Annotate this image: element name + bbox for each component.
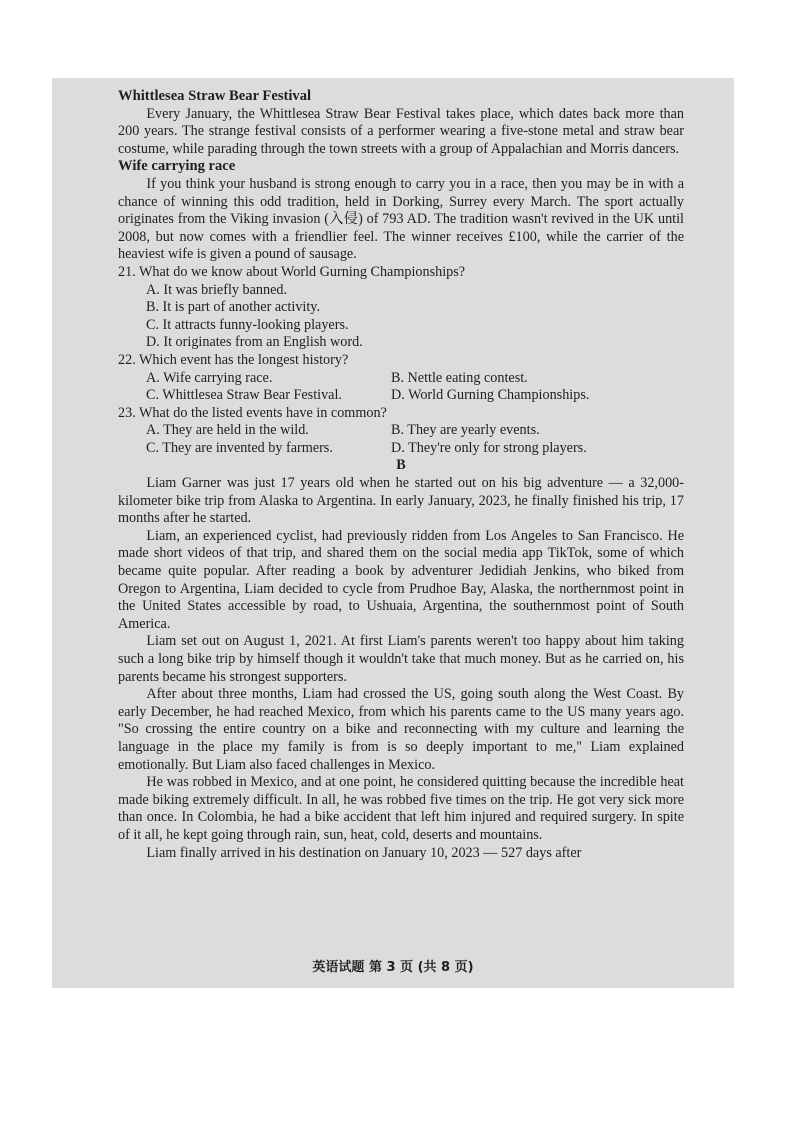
passage-label-b: B <box>396 457 406 474</box>
page-content <box>118 88 684 862</box>
paragraph-straw-bear: Every January, the Whittlesea Straw Bear Festival takes place, which dates back more than 200 years. The strange festival consists of a performer wearing a five-stone metal and straw bear costume, while parading through the town streets with a group of Appalachian and Morris dancers. <box>118 105 684 157</box>
option-list <box>118 282 684 352</box>
page-footer: 英语试题 第 3 页 (共 8 页) <box>312 960 474 975</box>
paragraph-b-2: Liam, an experienced cyclist, had previously ridden from Los Angeles to San Francisco. He made short videos of that trip, and shared them on the social media app TikTok, some of which became quite popular. After reading a book by adventurer Jedidiah Jenkins, who biked from Oregon to Argentina, Liam decided to cycle from Prudhoe Bay, Alaska, the northernmost point in the United States accessible by road, to Ushuaia, Argentina, the southernmost point of South America. <box>118 527 684 632</box>
question-stem: 23. What do the listed events have in common? <box>118 404 387 421</box>
option-d: D. World Gurning Championships. <box>391 387 590 404</box>
exam-page <box>52 78 734 988</box>
option-a: A. It was briefly banned. <box>146 281 288 298</box>
paragraph-b-5: He was robbed in Mexico, and at one point, he considered quitting because the incredible heat made biking extremely difficult. In all, he was robbed five times on the trip. He got very sick more than once. In Colombia, he had a bike accident that left him injured and required surgery. In spite of it all, he kept going through rain, sun, heat, cold, deserts and mountains. <box>118 774 684 843</box>
question-stem: 22. Which event has the longest history? <box>118 351 349 368</box>
option-b: B. Nettle eating contest. <box>391 369 528 386</box>
section-heading-straw-bear: Whittlesea Straw Bear Festival <box>118 88 312 104</box>
option-b: B. They are yearly events. <box>391 422 540 439</box>
paragraph-b-1: Liam Garner was just 17 years old when he started out on his big adventure — a 32,000-kilometer bike trip from Alaska to Argentina. In early January, 2023, he finally finished his trip, 17 months after he started. <box>118 475 684 527</box>
question-stem: 21. What do we know about World Gurning Championships? <box>118 263 466 280</box>
question-21 <box>118 264 684 352</box>
option-b: B. It is part of another activity. <box>146 299 321 316</box>
paragraph-b-4: After about three months, Liam had crossed the US, going south along the West Coast. By early December, he had reached Mexico, from which his parents came to the US many years ago. "So crossing the entire country on a bike and reconnecting with my culture and learning the language in the place my family is from is so deeply important to me," Liam explained emotionally. But Liam also faced challenges in Mexico. <box>118 686 684 773</box>
option-list <box>118 370 684 405</box>
option-a: A. They are held in the wild. <box>146 422 309 439</box>
paragraph-wife-carrying: If you think your husband is strong enough to carry you in a race, then you may be in with a chance of winning this odd tradition, held in Dorking, Surrey every March. The sport actually originates from the Viking invasion (入侵) of 793 AD. The tradition wasn't revived in the UK until 2008, but now comes with a friendlier feel. The winner receives £100, while the carrier of the heaviest wife is given a pound of sausage. <box>118 175 684 263</box>
option-d: D. They're only for strong players. <box>391 439 587 456</box>
paragraph-b-6: Liam finally arrived in his destination on January 10, 2023 — 527 days after <box>146 844 582 861</box>
option-a: A. Wife carrying race. <box>146 369 273 386</box>
question-23 <box>118 405 684 458</box>
question-22 <box>118 352 684 405</box>
option-c: C. It attracts funny-looking players. <box>146 316 349 333</box>
option-c: C. They are invented by farmers. <box>146 439 333 456</box>
option-list <box>118 422 684 457</box>
option-d: D. It originates from an English word. <box>146 334 363 351</box>
section-heading-wife-carrying: Wife carrying race <box>118 158 236 175</box>
paragraph-b-3: Liam set out on August 1, 2021. At first Liam's parents weren't too happy about him taking such a long bike trip by himself though it wouldn't take that much money. But as he carried on, his parents became his strongest supporters. <box>118 633 684 685</box>
option-c: C. Whittlesea Straw Bear Festival. <box>146 387 342 404</box>
